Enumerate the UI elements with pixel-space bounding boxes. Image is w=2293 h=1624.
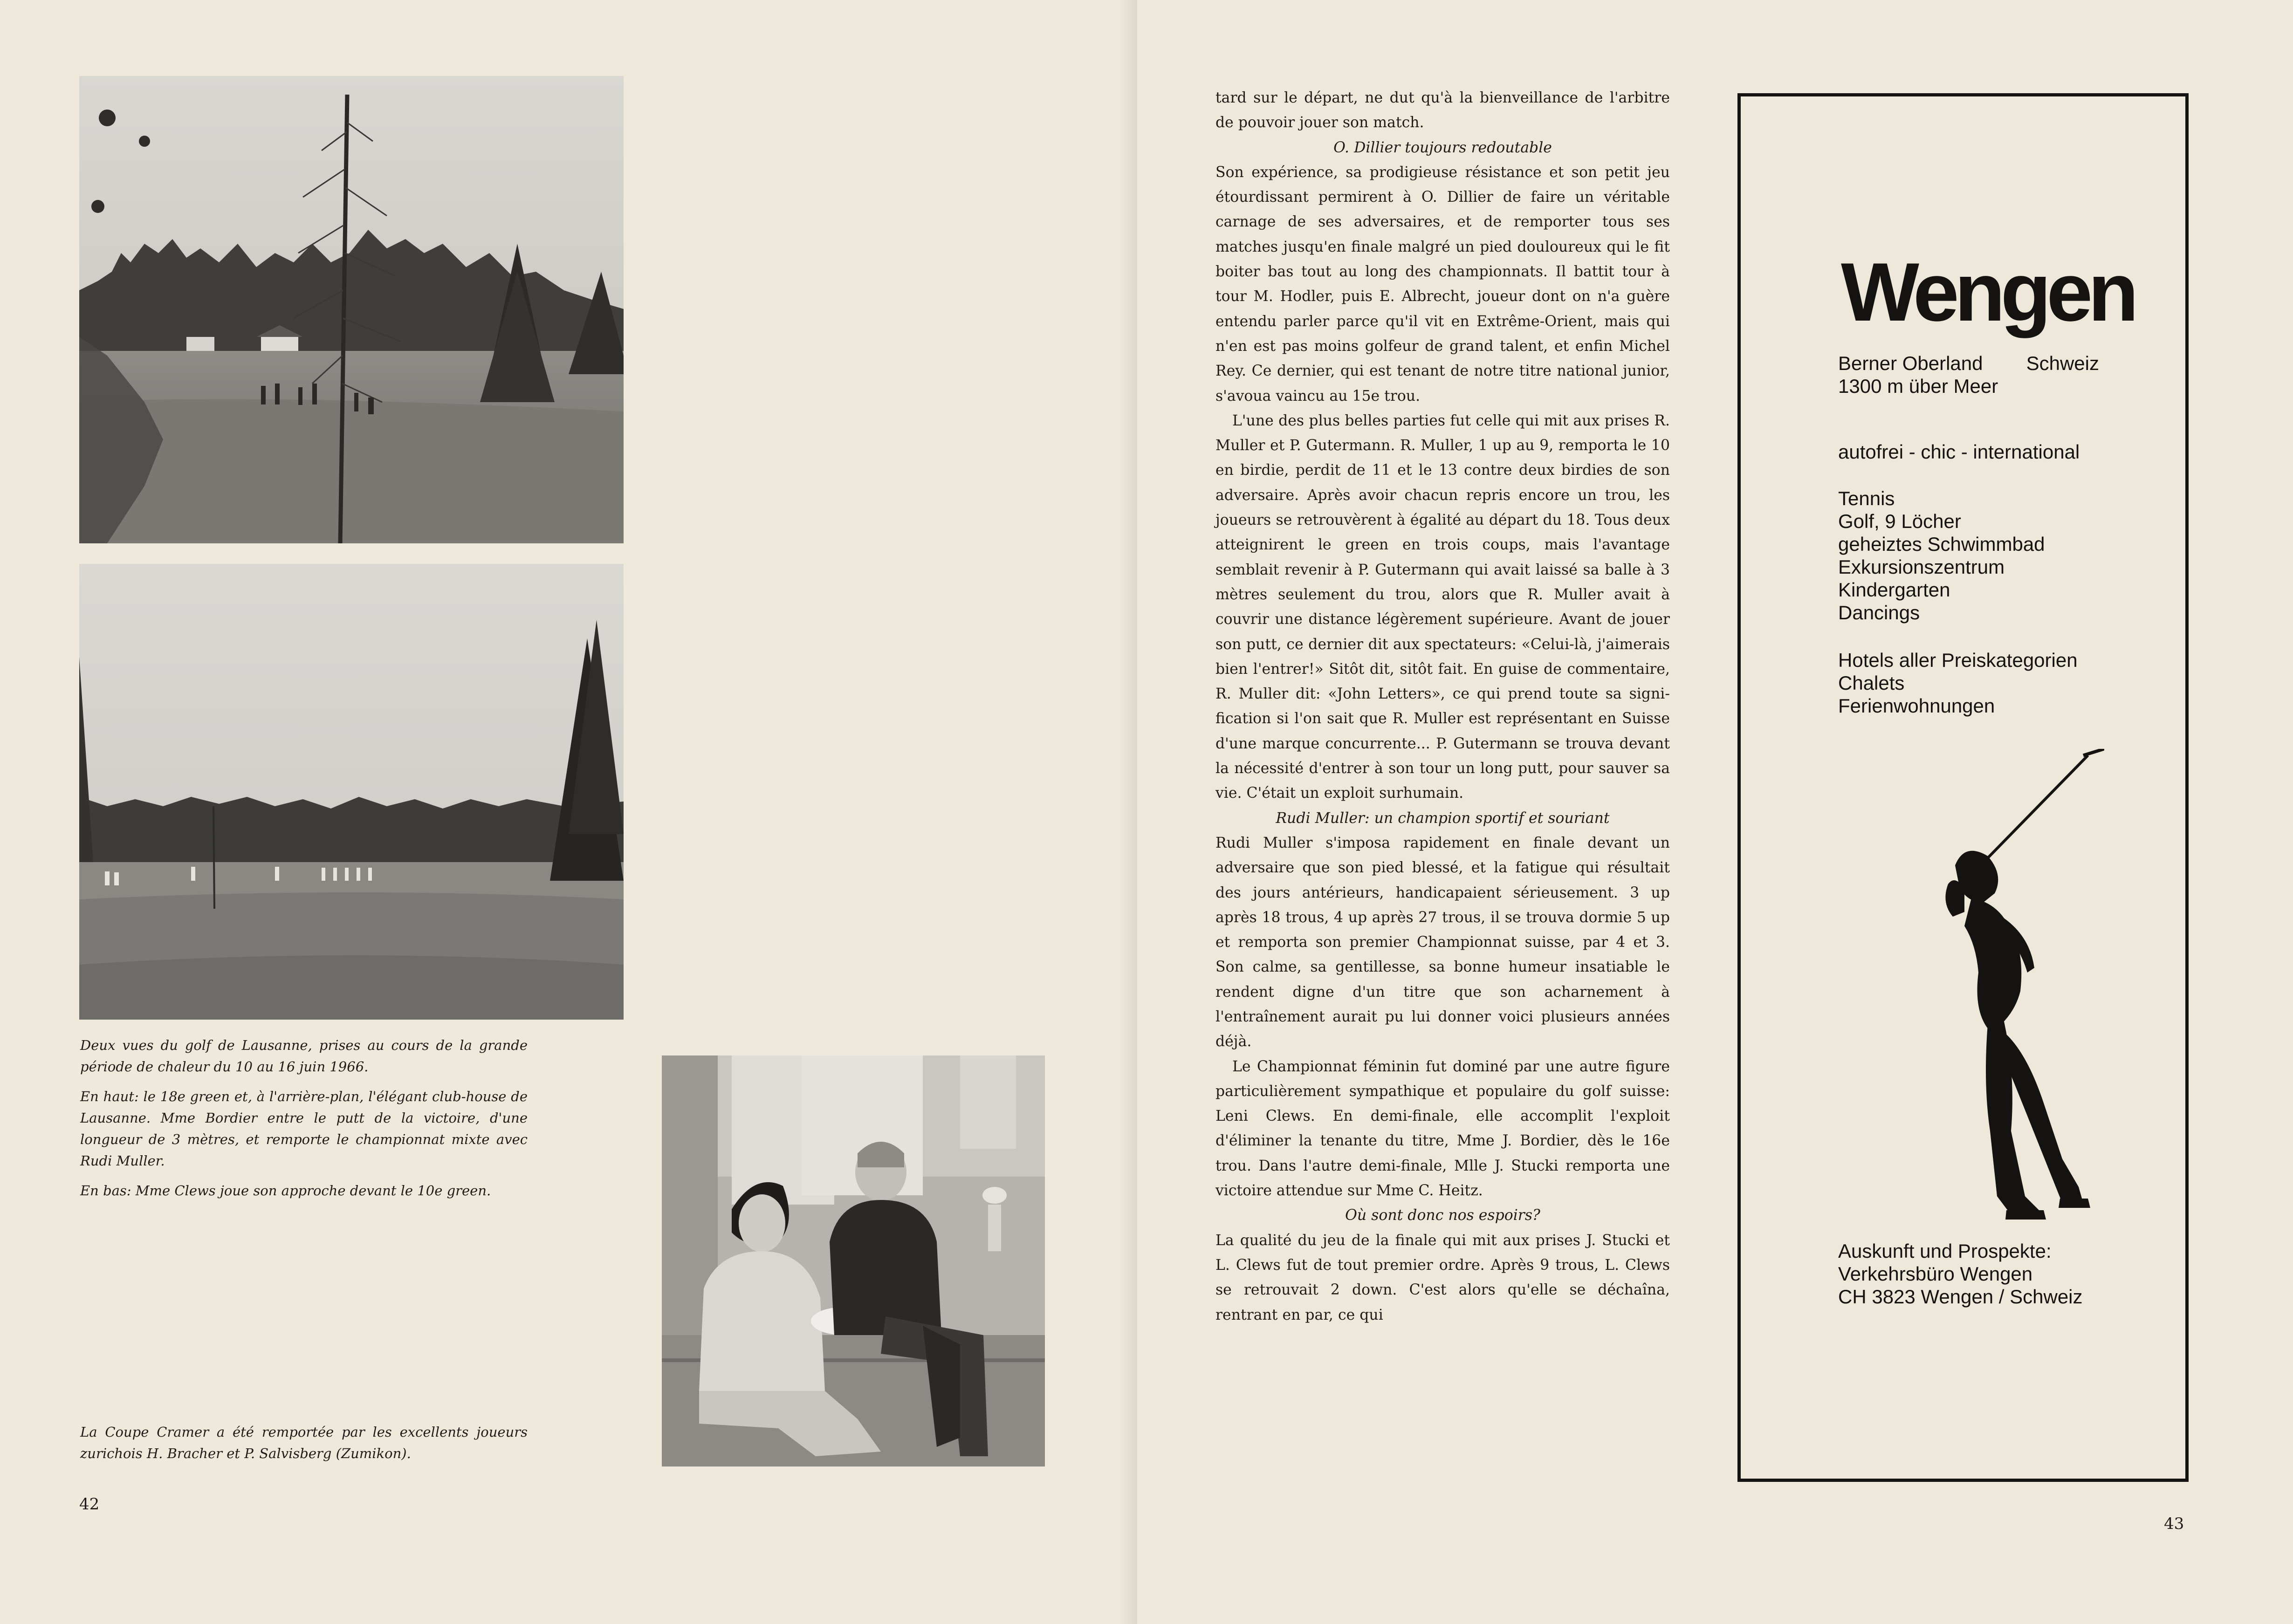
photo-18th-green xyxy=(79,76,624,543)
wengen-advertisement xyxy=(1737,93,2189,1482)
ad-location xyxy=(1838,352,2099,397)
article-paragraph: Son expérience, sa prodigieuse résistance et son petit jeu étourdissant permirent à O. Dillier de faire un véritable carnage de ses adversaires, et de remporter tous ses matches jusqu'en finale malgré un pied douloureux qui le fit boiter bas tout au long des championnats. Il battit tour à tour M. Hodler, puis E. Albrecht, joueur dont on n'a guère entendu parler parce qu'il vit en Extrême-Orient, mais qui n'en est pas moins golfeur de grand talent, et enfin Michel Rey. Ce dernier, qui est tenant de notre titre national junior, s'avoua vaincu au 15e trou. xyxy=(1215,164,1670,404)
ad-tagline: autofrei - chic - international xyxy=(1838,441,2080,463)
caption-photos-intro: Deux vues du golf de Lausanne, prises au cours de la grande période de chaleur du 10 au 16 juin 1966. xyxy=(80,1037,528,1075)
ad-lodging-item: Hotels aller Preiskategorien xyxy=(1838,649,2078,671)
article-paragraph: L'une des plus belles parties fut celle qui mit aux prises R. Muller et P. Gutermann. R. Muller, 1 up au 9, remporta le 10 en birdie, perdit de 11 et le 13 contre deux birdies de son adversaire. Après avoir chacun repris encore un trou, les joueurs se retrouvèrent à égalité au départ du 18. Tous deux atteignirent le green en trois coups, mais l'avantage semblait revenir à P. Gutermann qui avait laissé sa balle à 3 mètres seulement du trou, alors que R. Muller avait à couvrir une distance légèrement supérieure. Avant de jouer son putt, ce dernier dit aux spectateurs: «Celui-là, j'aimerais bien l'entrer!» Sitôt dit, sitôt fait. En guise de commentaire, R. Muller dit: «John Letters», ce qui prend toute sa signification si l'on sait que R. Muller est représentant en Suisse d'une marque concurrente... P. Gutermann se trouva devant la nécessité d'entrer à son tour un long putt, pour sauver sa vie. C'était un exploit surhumain. xyxy=(1215,412,1670,802)
caption-top-photo: En haut: le 18e green et, à l'arrière-plan, l'élégant club-house de Lausanne. Mme Bordier entre le putt de la victoire, d'une longueur de 3 mètres, et remporte le championnat mixte avec Rudi Muller. xyxy=(80,1089,528,1169)
ad-amenities xyxy=(1838,487,2045,624)
ad-amenity: Golf, 9 Löcher xyxy=(1838,510,1961,532)
ad-lodging-item: Ferienwohnungen xyxy=(1838,695,1995,717)
article-paragraph: Le Championnat féminin fut dominé par une autre figure particulièrement sympathique et populaire du golf suisse: Leni Clews. En demi-finale, elle accomplit l'exploit d'éliminer la tenante du titre, Mme J. Bordier, dès le 16e trou. Dans l'autre demi-finale, Mlle J. Stucki remporta une victoire attendue sur Mme C. Heitz. xyxy=(1215,1058,1670,1199)
ad-amenity: Kindergarten xyxy=(1838,579,1950,601)
photo-10th-green xyxy=(79,564,624,1020)
ad-lodging-item: Chalets xyxy=(1838,672,1905,694)
ad-amenity: Dancings xyxy=(1838,602,1920,624)
ad-amenity: geheiztes Schwimmbad xyxy=(1838,533,2045,555)
article-paragraph: tard sur le départ, ne dut qu'à la bienveillance de l'arbitre de pouvoir jouer son match. xyxy=(1215,89,1670,131)
left-page xyxy=(0,0,1137,1624)
photo-coupe-cramer-winners xyxy=(662,1055,1045,1466)
page-number: 42 xyxy=(79,1495,100,1514)
ad-contact-line: Auskunft und Prospekte: xyxy=(1838,1240,2052,1262)
article-paragraph: Rudi Muller s'imposa rapidement en finale devant un adversaire que son pied blessé, et la fatigue qui résultait des jours antérieurs, handicapaient sérieusement. 3 up après 18 trous, 4 up après 27 trous, il se trouva dormie 5 up et remporta son premier Championnat suisse, par 4 et 3. Son calme, sa gentillesse, sa bonne humeur insatiable le rendent digne d'un titre que son acharnement à l'entraînement aurait pu lui donner voici plusieurs années déjà. xyxy=(1215,834,1670,1050)
article-column xyxy=(1215,86,1670,1328)
ad-contact-line: Verkehrsbüro Wengen xyxy=(1838,1263,2033,1285)
article-subheading: O. Dillier toujours redoutable xyxy=(1333,139,1552,156)
caption-bottom-photo: En bas: Mme Clews joue son approche devant le 10e green. xyxy=(80,1183,491,1199)
ad-region: Berner Oberland xyxy=(1838,352,1983,374)
caption-coupe-cramer: La Coupe Cramer a été remportée par les excellents joueurs zurichois H. Bracher et P. Salvisberg (Zumikon). xyxy=(80,1424,528,1461)
golfer-silhouette-icon xyxy=(1895,749,2104,1224)
page-number: 43 xyxy=(2164,1514,2184,1533)
ad-country: Schweiz xyxy=(2026,352,2099,374)
ad-contact xyxy=(1838,1240,2083,1308)
article-subheading: Rudi Muller: un champion sportif et souriant xyxy=(1276,809,1610,827)
ad-altitude: 1300 m über Meer xyxy=(1838,375,1998,397)
ad-title: Wengen xyxy=(1841,246,2134,338)
ad-amenity: Exkursionszentrum xyxy=(1838,556,2005,578)
ad-amenity: Tennis xyxy=(1838,487,1895,509)
ad-contact-line: CH 3823 Wengen / Schweiz xyxy=(1838,1286,2083,1308)
article-subheading: Où sont donc nos espoirs? xyxy=(1345,1207,1540,1224)
article-paragraph: La qualité du jeu de la finale qui mit aux prises J. Stucki et L. Clews fut de tout premier ordre. Après 9 trous, L. Clews se retrouvait 2 down. C'est alors qu'elle se déchaîna, rentrant en par, ce qui xyxy=(1215,1232,1670,1323)
ad-lodging xyxy=(1838,649,2078,717)
